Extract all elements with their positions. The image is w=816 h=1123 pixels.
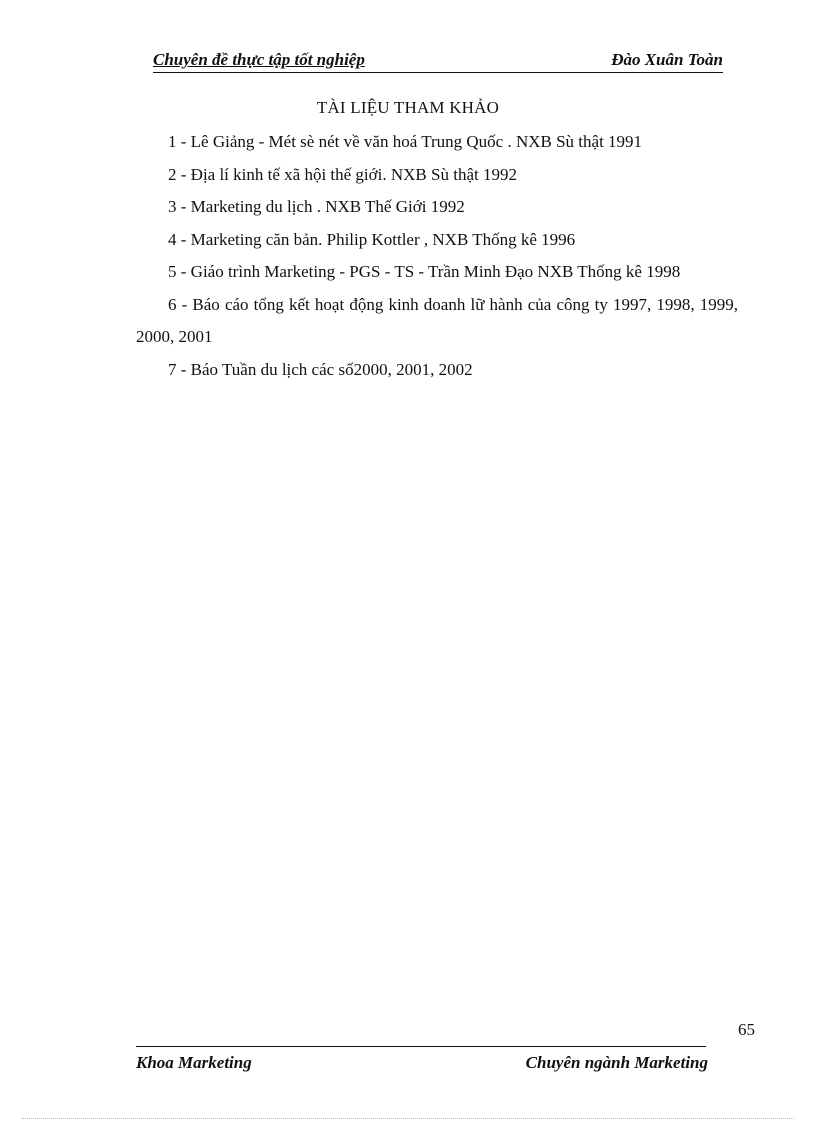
references-list [136, 126, 738, 386]
page-number: 65 [738, 1020, 755, 1039]
reference-item: 1 - Lê Giảng - Mét sè nét về văn hoá Trung Quốc . NXB Sù thật 1991 [168, 132, 643, 151]
header-thesis-title: Chuyên đề thực tập tốt nghiệp [153, 50, 365, 69]
header-author: Đào Xuân Toàn [611, 50, 723, 69]
page-header [153, 48, 723, 73]
references-title: TÀI LIỆU THAM KHẢO [316, 98, 500, 117]
footer-major: Chuyên ngành Marketing [525, 1053, 708, 1072]
reference-item: 6 - Báo cáo tổng kết hoạt động kinh doanh lữ hành của công ty 1997, 1998, 1999, 2000, 2001 [136, 294, 738, 346]
page-edge-divider [22, 1118, 794, 1119]
footer-faculty: Khoa Marketing [136, 1053, 252, 1072]
footer-divider [136, 1046, 706, 1047]
reference-item: 5 - Giáo trình Marketing - PGS - TS - Trần Minh Đạo NXB Thống kê 1998 [168, 262, 681, 281]
reference-item: 4 - Marketing căn bản. Philip Kottler , NXB Thống kê 1996 [168, 229, 576, 249]
reference-item: 3 - Marketing du lịch . NXB Thế Giới 1992 [168, 197, 465, 216]
reference-item: 2 - Địa lí kinh tế xã hội thế giới. NXB Sù thật 1992 [168, 164, 517, 184]
reference-item: 7 - Báo Tuần du lịch các số2000, 2001, 2002 [168, 359, 473, 379]
